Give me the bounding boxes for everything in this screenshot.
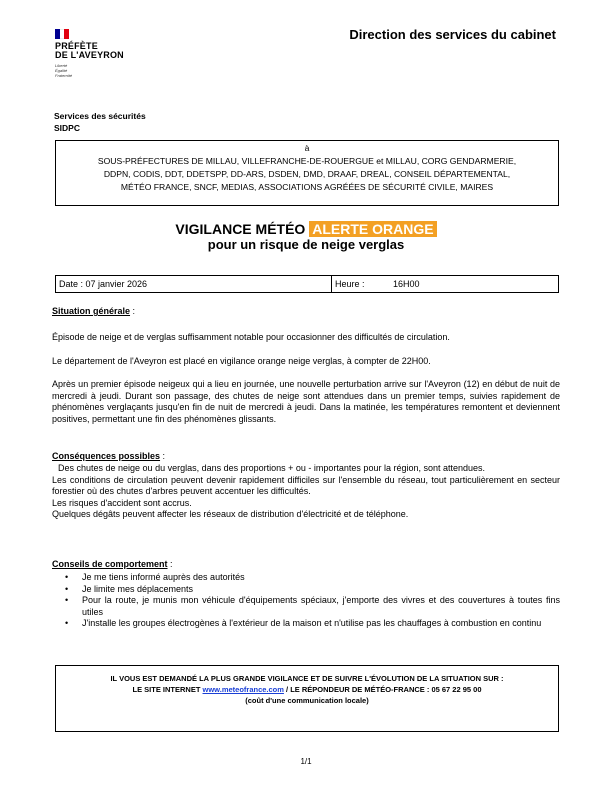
services-line-2: SIDPC [54, 123, 80, 133]
footer-line-1: IL VOUS EST DEMANDÉ LA PLUS GRANDE VIGILANCE ET DE SUIVRE L'ÉVOLUTION DE LA SITUATION SUR : [110, 674, 504, 683]
list-item [65, 583, 560, 596]
recipients-box [55, 140, 559, 206]
list-item [65, 595, 560, 618]
situation-paragraph-3: Après un premier épisode neigeux qui a lieu en journée, une nouvelle perturbation arrive sur l'Aveyron (12) en début de nuit de mercredi à jeudi. Durant son passage, des chutes de neige sont attendues dans un premier temps, suivies rapidement de phénomènes verglaçants jusqu'en fin de nuit de mercredi à jeudi. Dans la matinée, les températures remontent et deviennent positives, permettant une fin des phénomènes glissants. [52, 379, 560, 424]
situation-paragraph-1: Épisode de neige et de verglas suffisamment notable pour occasionner des difficultés de circulation. [52, 332, 450, 342]
recipients-line-3: MÉTÉO FRANCE, SNCF, MEDIAS, ASSOCIATIONS AGRÉÉES DE SÉCURITÉ CIVILE, MAIRES [120, 182, 494, 192]
vigilance-title-prefix: VIGILANCE MÉTÉO [175, 221, 306, 237]
conseils-heading-text: Conseils de comportement [52, 559, 168, 569]
situation-paragraph-2: Le département de l'Aveyron est placé en vigilance orange neige verglas, à compter de 22H00. [52, 356, 431, 366]
list-item [65, 572, 560, 584]
consequences-paragraph-2: Les conditions de circulation peuvent devenir rapidement difficiles sur l'ensemble du réseau, tout particulièrement en secteur forestier où des chutes d'arbres peuvent accentuer les difficultés. [52, 474, 560, 496]
prefecture-logo-title [55, 42, 124, 60]
tip-text: Je me tiens informé auprès des autorités [82, 572, 245, 582]
footer-site-label: LE SITE INTERNET [132, 685, 203, 694]
footer-line-2 [56, 684, 558, 695]
tip-text: J'installe les groupes électrogènes à l'extérieur de la maison et n'utilise pas les chauffages à combustion en continu [82, 618, 542, 628]
consequences-block [52, 463, 560, 521]
footer-phone: / LE RÉPONDEUR DE MÉTÉO-FRANCE : 05 67 22 95 00 [283, 685, 482, 694]
tip-text: Je limite mes déplacements [82, 583, 194, 594]
situation-heading-colon: : [130, 306, 136, 316]
situation-heading [52, 306, 560, 318]
flag-red [64, 29, 69, 39]
conseils-heading [52, 559, 560, 571]
footer-line-3: (coût d'une communication locale) [245, 696, 369, 705]
consequences-paragraph-1: Des chutes de neige ou du verglas, dans des proportions + ou - importantes pour la région, sont attendues. [58, 463, 486, 473]
motto-egalite: Égalité [55, 68, 68, 73]
conseils-heading-colon: : [167, 559, 173, 569]
logo-line-1: PRÉFÈTE [55, 41, 98, 51]
page-number: 1/1 [300, 757, 312, 766]
bullet-icon: • [65, 618, 69, 628]
republic-motto [55, 63, 72, 78]
motto-fraternite: Fraternité [55, 73, 73, 78]
alert-orange-badge: ALERTE ORANGE [309, 221, 436, 237]
tip-text: Pour la route, je munis mon véhicule d'équipements spéciaux, j'emporte des vivres et des couvertures à toutes fins utiles [82, 595, 560, 617]
consequences-heading [52, 451, 560, 463]
recipients-line-1: SOUS-PRÉFECTURES DE MILLAU, VILLEFRANCHE-DE-ROUERGUE et MILLAU, CORG GENDARMERIE, [97, 156, 517, 166]
tips-list [52, 572, 560, 630]
date-cell: Date : 07 janvier 2026 [56, 276, 332, 292]
consequences-heading-text: Conséquences possibles [52, 451, 161, 461]
consequences-paragraph-3: Les risques d'accident sont accrus. [52, 497, 192, 508]
bullet-icon: • [65, 595, 69, 605]
list-item [65, 618, 560, 630]
date-hour-table [55, 275, 559, 293]
consequences-heading-colon: : [160, 451, 166, 461]
vigilance-footer-box [55, 665, 559, 732]
marianne-flag-icon [55, 29, 69, 39]
bullet-icon: • [65, 583, 69, 594]
recipients-to: à [304, 143, 310, 153]
conseils-list [52, 572, 560, 630]
services-line-1: Services des sécurités [54, 111, 146, 121]
consequences-paragraph-4: Quelques dégâts peuvent affecter les réseaux de distribution d'électricité et de téléphone. [52, 509, 409, 519]
bullet-icon: • [65, 572, 69, 582]
situation-heading-text: Situation générale [52, 306, 131, 316]
direction-heading: Direction des services du cabinet [349, 27, 556, 42]
motto-liberte: Liberté [55, 63, 68, 68]
hour-value: 16H00 [393, 279, 420, 289]
recipients-line-2: DDPN, CODIS, DDT, DDETSPP, DD-ARS, DSDEN, DMD, DRAAF, DREAL, CONSEIL DÉPARTEMENTAL, [103, 169, 511, 179]
meteofrance-link[interactable]: www.meteofrance.com [202, 685, 284, 694]
services-block [54, 110, 146, 134]
hour-label: Heure : [335, 279, 365, 289]
vigilance-subtitle: pour un risque de neige verglas [207, 237, 405, 252]
logo-line-2: DE L'AVEYRON [55, 50, 124, 60]
